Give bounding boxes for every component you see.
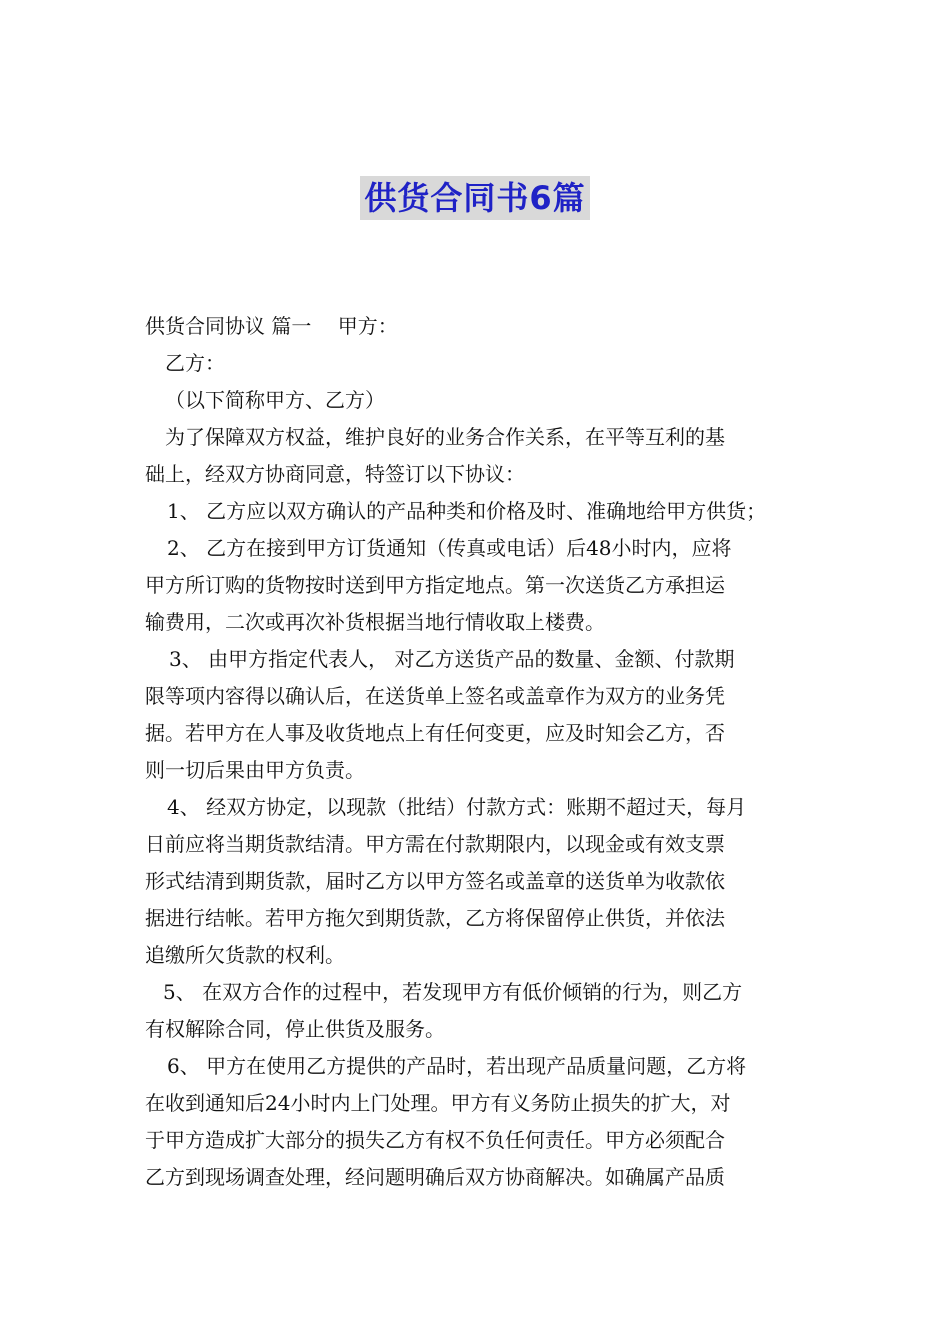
clause-4-line: 追缴所欠货款的权利。 (145, 943, 345, 967)
clause-1-line: 1、 乙方应以双方确认的产品种类和价格及时、准确地给甲方供货； (167, 499, 767, 523)
document-title (0, 176, 950, 220)
clause-4-line: 据进行结帐。若甲方拖欠到期货款，乙方将保留停止供货，并依法 (145, 906, 725, 930)
clause-3-line: 则一切后果由甲方负责。 (145, 758, 365, 782)
document-title-text: 供货合同书6篇 (360, 176, 589, 220)
clause-3-line: 3、 由甲方指定代表人， 对乙方送货产品的数量、金额、付款期 (169, 647, 735, 671)
clause-2-line: 输费用，二次或再次补货根据当地行情收取上楼费。 (145, 610, 605, 634)
clause-5-line: 5、 在双方合作的过程中，若发现甲方有低价倾销的行为，则乙方 (163, 980, 743, 1004)
clause-4-line: 形式结清到期货款，届时乙方以甲方签名或盖章的送货单为收款依 (145, 869, 725, 893)
section-heading-line: 供货合同协议 篇一 甲方： (145, 314, 398, 338)
clause-6-line: 乙方到现场调查处理，经问题明确后双方协商解决。如确属产品质 (145, 1165, 725, 1189)
abbreviation-note: （以下简称甲方、乙方） (165, 388, 385, 412)
clause-6-line: 在收到通知后24小时内上门处理。甲方有义务防止损失的扩大，对 (145, 1091, 731, 1115)
clause-2-line: 2、 乙方在接到甲方订货通知（传真或电话）后48小时内，应将 (167, 536, 732, 560)
clause-3-line: 据。若甲方在人事及收货地点上有任何变更，应及时知会乙方，否 (145, 721, 725, 745)
clause-6-line: 于甲方造成扩大部分的损失乙方有权不负任何责任。甲方必须配合 (145, 1128, 725, 1152)
clause-6-line: 6、 甲方在使用乙方提供的产品时，若出现产品质量问题，乙方将 (167, 1054, 747, 1078)
clause-2-line: 甲方所订购的货物按时送到甲方指定地点。第一次送货乙方承担运 (145, 573, 725, 597)
document-body (145, 308, 825, 1196)
party-b-line: 乙方： (165, 351, 225, 375)
preamble-line: 为了保障双方权益，维护良好的业务合作关系，在平等互利的基 (165, 425, 725, 449)
preamble-line: 础上，经双方协商同意，特签订以下协议： (145, 462, 525, 486)
clause-5-line: 有权解除合同，停止供货及服务。 (145, 1017, 445, 1041)
clause-4-line: 日前应将当期货款结清。甲方需在付款期限内，以现金或有效支票 (145, 832, 725, 856)
clause-4-line: 4、 经双方协定，以现款（批结）付款方式：账期不超过天，每月 (167, 795, 747, 819)
clause-3-line: 限等项内容得以确认后，在送货单上签名或盖章作为双方的业务凭 (145, 684, 725, 708)
